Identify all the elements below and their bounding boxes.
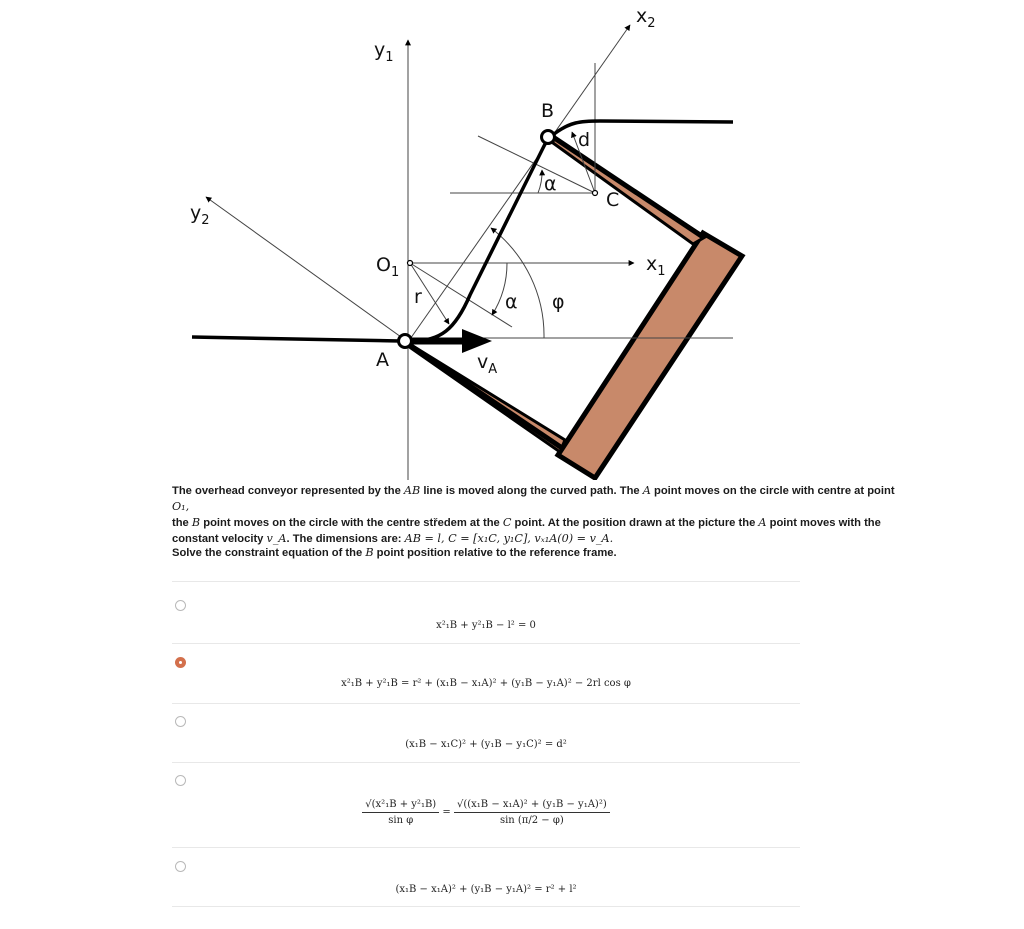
radio-option-2-selected[interactable] [175,657,186,668]
formula-option-4: $\frac{\text{√(x²₁B + y²₁B)}}{\text{sin φ}}$ = $\frac{\text{√((x₁B − x₁A)² + (y₁B − y₁A)²)}}{\sin (\pi/2 - \varphi)}$ [172,799,800,826]
label-B: B [541,100,555,122]
answer-option-5[interactable] [172,847,800,907]
answer-options [172,581,800,907]
label-O1: $O_1$ [376,254,400,280]
question-text: The overhead conveyor represented by the AB line is moved along the curved path. The A point moves on the circle with centre at point O₁, the B point moves on the circle with the centre středem at the C point. At the position drawn at the picture the A point moves with the constant velocity v_A. The dimensions are: AB = l, C = [x₁C, y₁C], vₓ₁A(0) = v_A. [172,484,895,545]
frame-bar [408,137,742,478]
label-y1: $y_1$ [374,39,394,65]
radio-option-4[interactable] [175,775,186,786]
label-x2: $x_2$ [636,5,656,31]
point-O1 [408,261,413,266]
label-C: C [606,189,620,211]
answer-option-4[interactable] [172,762,800,847]
formula-option-2: x²₁B + y²₁B = r² + (x₁B − x₁A)² + (y₁B − y₁A)² − 2rl cos φ [341,678,631,689]
question-prompt: Solve the constraint equation of the B point position relative to the reference frame. [172,546,617,559]
radio-option-1[interactable] [175,600,186,611]
formula-option-3: (x₁B − x₁C)² + (y₁B − y₁C)² = d² [405,739,567,750]
label-d: d [578,129,591,151]
formula-option-5: (x₁B − x₁A)² + (y₁B − y₁A)² = r² + l² [395,884,577,895]
label-vA: $v_A$ [477,351,498,377]
answer-option-1[interactable] [172,581,800,643]
label-A: A [376,349,389,371]
point-C [593,191,598,196]
answer-option-3[interactable] [172,703,800,762]
label-phi: φ [552,291,565,313]
joint-A [399,335,412,348]
label-r: r [414,286,422,308]
answer-option-2[interactable] [172,643,800,703]
label-alpha-top: α [544,173,557,195]
radio-option-5[interactable] [175,861,186,872]
label-y2: $y_2$ [190,202,210,228]
label-alpha-bottom: α [505,291,518,313]
velocity-arrow [410,329,492,353]
radio-option-3[interactable] [175,716,186,727]
joint-B [542,131,555,144]
label-x1: $x_1$ [646,253,666,279]
formula-option-1: x²₁B + y²₁B − l² = 0 [436,620,536,631]
